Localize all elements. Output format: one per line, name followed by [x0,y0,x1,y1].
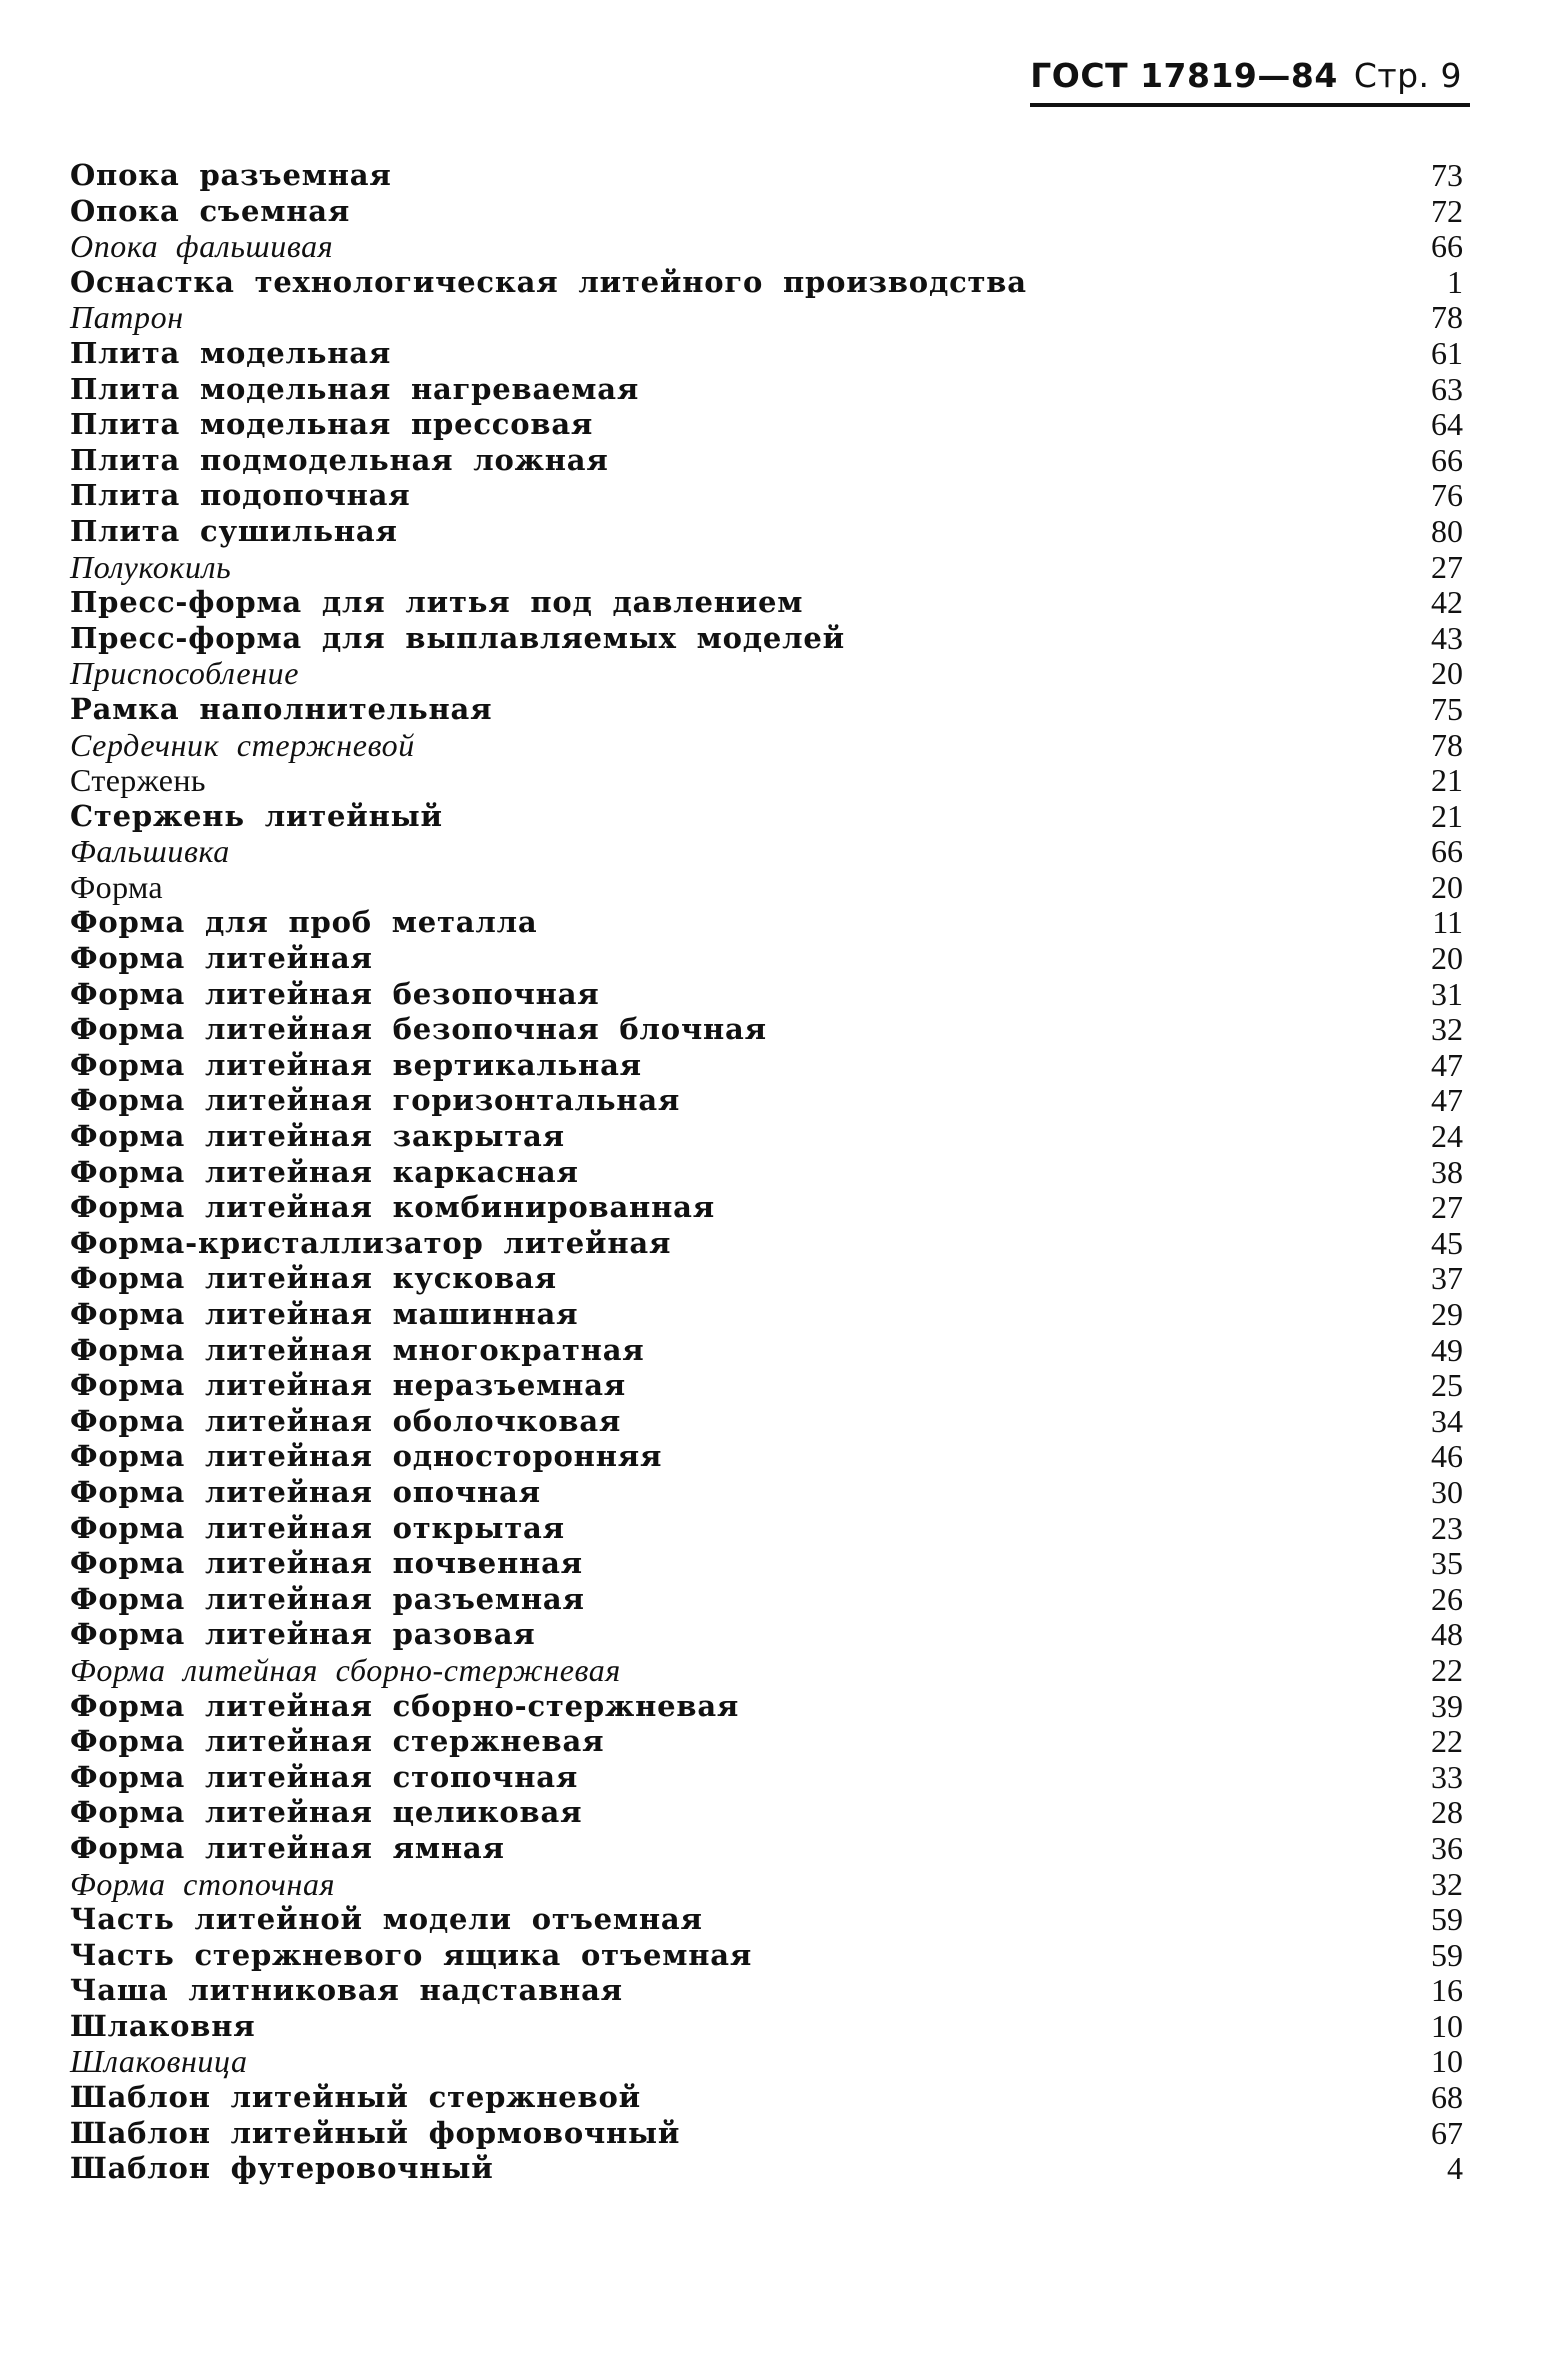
index-entry [70,656,1463,692]
index-entry [70,1582,1463,1618]
index-page-number: 72 [1431,192,1463,229]
index-term: Форма литейная оболочковая [70,1403,622,1438]
index-entry [70,407,1463,443]
index-page-number: 66 [1431,441,1463,478]
index-page-number: 66 [1431,833,1463,870]
index-term: Форма литейная опочная [70,1474,541,1509]
index-page-number: 21 [1431,797,1463,834]
index-entry [70,514,1463,550]
index-page-number: 59 [1431,1901,1463,1938]
index-term: Форма литейная кусковая [70,1261,557,1296]
index-entry [70,1404,1463,1440]
index-page-number: 61 [1431,334,1463,371]
index-term: Чаша литниковая надставная [70,1973,623,2008]
index-entry [70,550,1463,586]
index-term: Форма литейная машинная [70,1297,579,1331]
index-page-number: 32 [1431,1011,1463,1048]
index-entry [70,799,1463,835]
index-term: Плита подопочная [70,478,411,513]
index-term: Форма литейная целиковая [70,1795,583,1830]
index-page-number: 4 [1447,2150,1463,2187]
index-page-number: 1 [1447,263,1463,300]
index-term: Форма литейная ямная [70,1830,505,1865]
index-term: Патрон [70,299,184,336]
index-entry [70,194,1463,230]
index-entry [70,265,1463,301]
index-term: Форма литейная разовая [70,1617,536,1652]
index-page-number: 16 [1431,1972,1463,2009]
index-entry [70,1048,1463,1084]
index-page-number: 47 [1431,1046,1463,1083]
index-page-number: 27 [1431,548,1463,585]
index-entry [70,300,1463,336]
index-entry [70,158,1463,194]
index-page-number: 48 [1431,1616,1463,1653]
index-term: Форма литейная вертикальная [70,1047,642,1082]
index-entry [70,1368,1463,1404]
index-page-number: 75 [1431,690,1463,727]
index-entry [70,1831,1463,1867]
index-entry [70,1511,1463,1547]
index-term: Шаблон футеровочный [70,2151,494,2186]
index-page-number: 29 [1431,1296,1463,1332]
index-page-number: 39 [1431,1687,1463,1724]
index-entry [70,1475,1463,1511]
page-number: Стр. 9 [1353,56,1462,95]
index-entry [70,229,1463,265]
page-header [1030,56,1462,95]
index-term: Форма литейная каркасная [70,1154,579,1189]
index-entry [70,1653,1463,1689]
index-page-number: 64 [1431,406,1463,443]
index-page-number: 23 [1431,1509,1463,1546]
index-page-number: 68 [1431,2079,1463,2116]
index-page-number: 30 [1431,1473,1463,1510]
index-page-number: 26 [1431,1580,1463,1617]
index-page-number: 10 [1431,2043,1463,2080]
index-term: Форма литейная почвенная [70,1546,583,1581]
index-term: Плита подмодельная ложная [70,442,609,477]
index-term: Плита модельная прессовая [70,407,594,442]
index-page-number: 37 [1431,1260,1463,1297]
index-page-number: 42 [1431,584,1463,621]
index-entry [70,941,1463,977]
index-entry [70,834,1463,870]
index-entry [70,1261,1463,1297]
index-term: Фальшивка [70,833,230,870]
index-page-number: 46 [1431,1438,1463,1475]
index-entry [70,2151,1463,2187]
index-term: Форма стопочная [70,1865,336,1902]
index-page-number: 59 [1431,1936,1463,1973]
index-page-number: 67 [1431,2114,1463,2151]
index-term: Оснастка технологическая литейного производства [70,264,1027,299]
index-term: Плита сушильная [70,513,398,548]
index-page-number: 27 [1431,1189,1463,1226]
index-entry [70,728,1463,764]
index-entry [70,1333,1463,1369]
index-entry [70,1546,1463,1582]
index-page-number: 20 [1431,655,1463,692]
index-term: Шаблон литейный стержневой [70,2080,641,2115]
index-page-number: 47 [1431,1082,1463,1119]
index-entry [70,905,1463,941]
index-page-number: 45 [1431,1224,1463,1261]
index-page-number: 24 [1431,1118,1463,1155]
index-term: Форма литейная [70,941,373,976]
index-term: Форма литейная безопочная [70,976,600,1011]
index-page-number: 34 [1431,1402,1463,1439]
index-page-number: 10 [1431,2007,1463,2044]
index-term: Часть литейной модели отъемная [70,1902,703,1937]
index-term: Форма литейная закрытая [70,1119,565,1154]
index-term: Форма литейная стопочная [70,1759,579,1794]
index-entry [70,2116,1463,2152]
index-page-number: 73 [1431,157,1463,193]
index-term: Опока фальшивая [70,228,334,265]
index-page-number: 20 [1431,940,1463,977]
index-page-number: 35 [1431,1545,1463,1582]
index-entry [70,870,1463,906]
index-entry [70,1297,1463,1333]
index-entry [70,1938,1463,1974]
index-page-number: 76 [1431,477,1463,514]
index-entry [70,1617,1463,1653]
index-term: Опока разъемная [70,158,392,192]
index-entry [70,1795,1463,1831]
index-entry [70,585,1463,621]
index-entry [70,1155,1463,1191]
index-term: Шлаковница [70,2043,248,2080]
index-entry [70,372,1463,408]
index-term: Форма литейная сборно-стержневая [70,1688,740,1723]
index-term: Форма литейная комбинированная [70,1190,715,1225]
index-page-number: 78 [1431,726,1463,763]
index-entry [70,2080,1463,2116]
index-entry [70,443,1463,479]
index-entry [70,2044,1463,2080]
index-entry [70,1689,1463,1725]
index-term: Плита модельная [70,335,392,370]
index-entry [70,1012,1463,1048]
index-term: Форма литейная открытая [70,1510,565,1545]
index-page-number: 31 [1431,975,1463,1012]
index-entry [70,1760,1463,1796]
index-page-number: 66 [1431,228,1463,265]
index-term: Полукокиль [70,548,232,585]
index-term: Пресс-форма для литья под давлением [70,585,804,620]
index-page-number: 36 [1431,1829,1463,1866]
index-entry [70,1439,1463,1475]
index-entry [70,1867,1463,1903]
index-entry [70,478,1463,514]
index-term: Шаблон литейный формовочный [70,2115,681,2150]
index-entry [70,1973,1463,2009]
index-term: Форма литейная стержневая [70,1724,605,1759]
index-term: Приспособление [70,655,300,692]
index-entry [70,1119,1463,1155]
index-term: Форма литейная односторонняя [70,1439,663,1474]
index-page-number: 22 [1431,1651,1463,1688]
index-page-number: 80 [1431,512,1463,549]
index-page-number: 20 [1431,868,1463,905]
index-term: Форма литейная сборно-стержневая [70,1651,621,1688]
index-entry [70,621,1463,657]
index-entry [70,692,1463,728]
index-entry [70,1226,1463,1262]
index-entry [70,336,1463,372]
index-page-number: 25 [1431,1367,1463,1404]
index-term: Стержень [70,762,206,799]
index-term: Форма литейная разъемная [70,1581,585,1616]
index-page-number: 32 [1431,1865,1463,1902]
index-entry [70,1724,1463,1760]
standard-number: ГОСТ 17819—84 [1030,56,1338,95]
index-term: Форма литейная горизонтальная [70,1083,681,1118]
index-entry [70,763,1463,799]
header-rule [1030,103,1470,107]
index-page-number: 38 [1431,1153,1463,1190]
index-term: Форма-кристаллизатор литейная [70,1225,672,1260]
index-term: Часть стержневого ящика отъемная [70,1937,753,1972]
index-page-number: 43 [1431,619,1463,656]
index-page-number: 22 [1431,1723,1463,1760]
index-page-number: 33 [1431,1758,1463,1795]
index-term: Стержень литейный [70,798,443,833]
index-page-number: 78 [1431,299,1463,336]
index-page-number: 63 [1431,370,1463,407]
index-entry [70,2009,1463,2045]
index-term: Плита модельная нагреваемая [70,371,640,406]
index-entry [70,977,1463,1013]
index-term: Форма [70,868,164,905]
index-term: Пресс-форма для выплавляемых моделей [70,620,845,655]
index-term: Форма для проб металла [70,905,538,940]
index-term: Сердечник стержневой [70,726,415,763]
index-term: Форма литейная безопочная блочная [70,1012,767,1047]
index-entry [70,1190,1463,1226]
index-term: Рамка наполнительная [70,691,493,726]
index-page-number: 21 [1431,762,1463,799]
index-page-number: 11 [1432,904,1463,941]
index-term: Форма литейная неразъемная [70,1368,627,1403]
index-entry [70,1902,1463,1938]
index-term: Форма литейная многократная [70,1332,645,1367]
index-page-number: 28 [1431,1794,1463,1831]
index-term: Опока съемная [70,193,351,228]
index-entry [70,1083,1463,1119]
term-index-list [70,158,1463,2187]
index-page-number: 49 [1431,1331,1463,1368]
index-term: Шлаковня [70,2008,256,2043]
